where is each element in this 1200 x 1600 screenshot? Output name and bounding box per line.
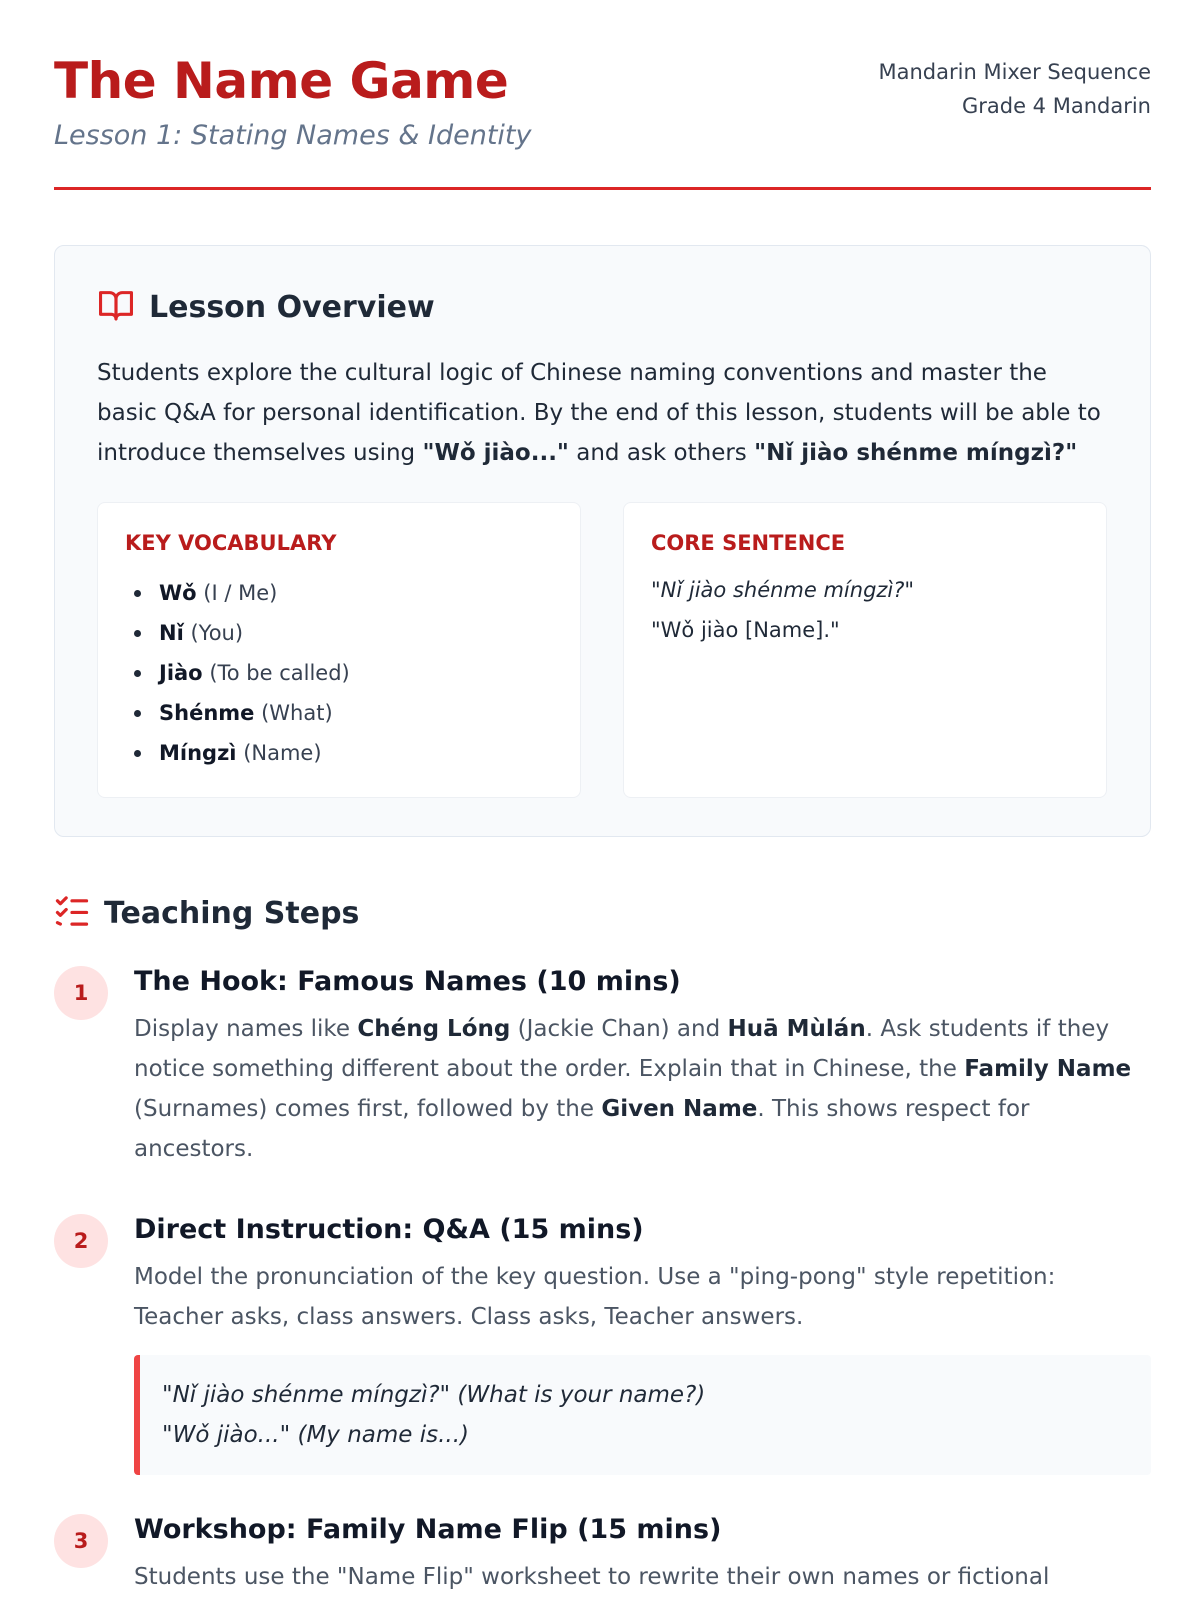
core-sentence-label: CORE SENTENCE [651,531,846,555]
page-title: The Name Game [54,52,509,110]
vocab-list [125,573,350,773]
teaching-steps-header [54,895,359,931]
step-emphasis: Chéng Lóng [357,1016,511,1042]
step-description: Students use the "Name Flip" worksheet to rewrite their own names or fictional [134,1564,1050,1590]
vocab-term: Wǒ [159,581,197,605]
vocab-item [125,733,350,773]
sequence-name: Mandarin Mixer Sequence [878,60,1151,84]
vocab-term: Shénme [159,701,255,725]
step-emphasis: Given Name [601,1096,758,1122]
step-text: (Surnames) comes first, followed by the [134,1096,602,1122]
page-subtitle: Lesson 1: Stating Names & Identity [54,120,532,151]
core-answer: "Wǒ jiào [Name]." [651,618,840,642]
step-title: The Hook: Famous Names (10 mins) [134,966,681,997]
vocab-item [125,653,350,693]
vocab-label: KEY VOCABULARY [125,531,337,555]
step-emphasis: Huā Mùlán [727,1016,866,1042]
quote-question: "Nǐ jiào shénme míngzì?" (What is your name?) [162,1382,706,1408]
step-text: Display names like [134,1016,358,1042]
vocab-term: Nǐ [159,621,184,645]
vocab-term: Jiào [159,661,203,685]
vocab-meaning: (What) [261,701,333,725]
checklist-icon [54,895,90,931]
step-number-badge: 1 [54,966,108,1020]
vocab-item [125,613,350,653]
key-vocabulary-card [97,502,581,798]
step-title: Workshop: Family Name Flip (15 mins) [134,1514,722,1545]
lesson-overview-panel [54,245,1151,837]
open-book-icon [97,288,135,326]
step-emphasis: Family Name [964,1056,1132,1082]
step-number-badge: 3 [54,1514,108,1568]
overview-phrase-introduce: "Wǒ jiào..." [422,440,569,466]
vocab-item [125,693,350,733]
vocab-meaning: (I / Me) [203,581,278,605]
step-text: . Ask students if they notice something different about the order. Explain that in Chinese, the [134,1016,1110,1082]
quote-answer: "Wǒ jiào..." (My name is...) [162,1422,470,1448]
vocab-meaning: (To be called) [209,661,350,685]
step-title: Direct Instruction: Q&A (15 mins) [134,1214,644,1245]
course-meta [879,55,1152,123]
core-sentence-card [623,502,1107,798]
overview-text-1: Students explore the cultural logic of Chinese naming conventions and master the basic Q&A for personal identification. By the end of this lesson, students will be able to introduce themselves using [97,360,1101,466]
page-header [54,0,1151,190]
overview-heading: Lesson Overview [149,289,435,325]
teaching-steps-heading: Teaching Steps [104,895,360,931]
step-description [134,1009,1151,1169]
step-description: Model the pronunciation of the key question. Use a "ping-pong" style repetition: Teacher asks, class answers. Class asks, Teacher answers. [134,1264,1056,1330]
lesson-page [54,0,1151,1590]
vocab-meaning: (You) [190,621,244,645]
step-text: . This shows respect for ancestors. [134,1096,1030,1162]
core-question: "Nǐ jiào shénme míngzì?" [651,578,915,602]
vocab-meaning: (Name) [243,741,322,765]
overview-header [97,288,435,326]
step-text: (Jackie Chan) and [510,1016,728,1042]
vocab-item [125,573,350,613]
vocab-term: Míngzì [159,741,237,765]
overview-text-2: and ask others [568,440,755,466]
overview-description [97,353,1107,473]
step-number-badge: 2 [54,1214,108,1268]
header-divider [54,187,1151,190]
overview-phrase-ask: "Nǐ jiào shénme míngzì?" [754,440,1078,466]
grade-level: Grade 4 Mandarin [961,94,1151,118]
dialogue-quote-block [134,1355,1151,1475]
